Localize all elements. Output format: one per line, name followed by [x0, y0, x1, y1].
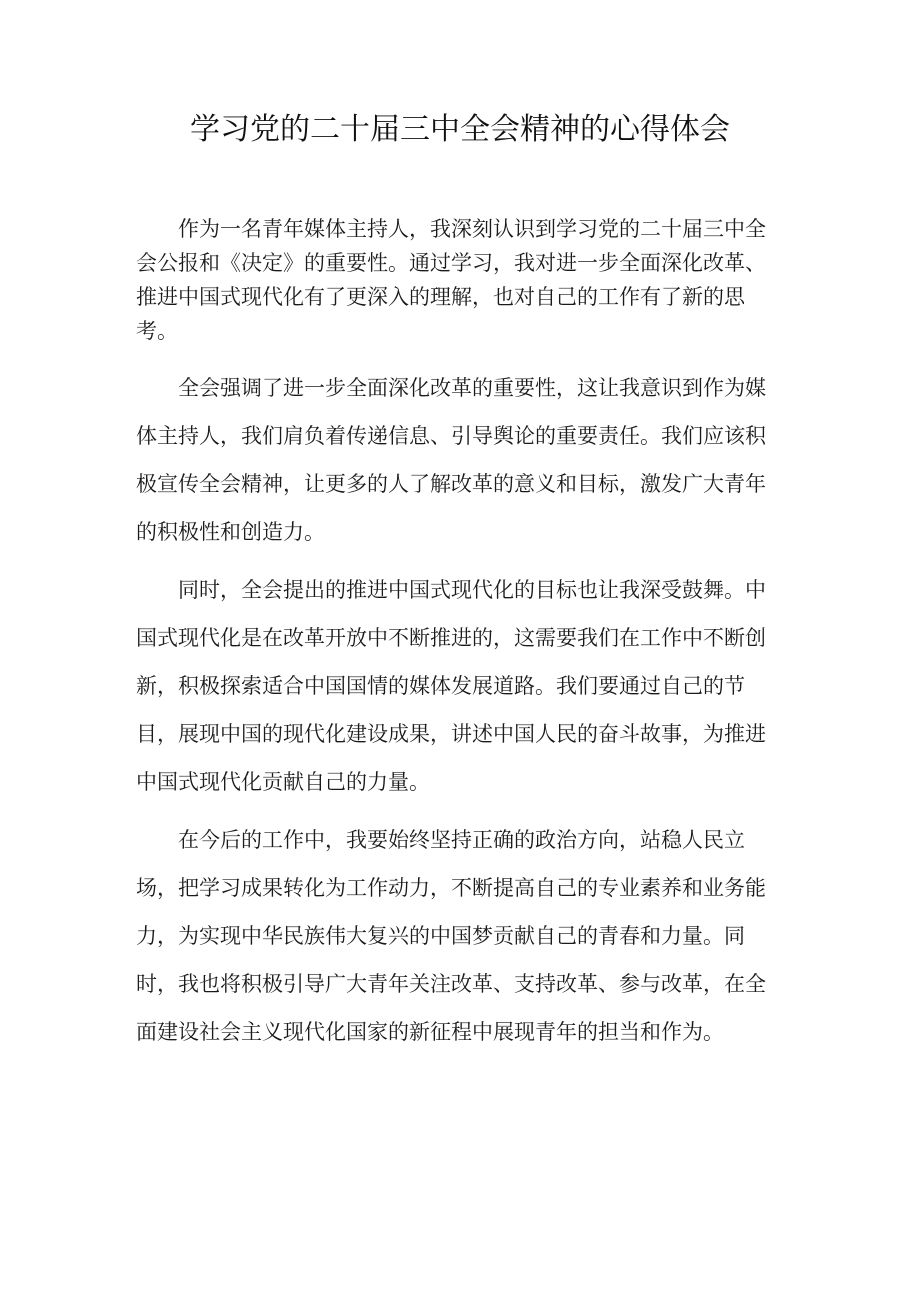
- paragraph-3: 同时，全会提出的推进中国式现代化的目标也让我深受鼓舞。中国式现代化是在改革开放中不断推进的，这需要我们在工作中不断创新，积极探索适合中国国情的媒体发展道路。我们要通过自己的节目，展现中国的现代化建设成果，讲述中国人民的奋斗故事，为推进中国式现代化贡献自己的力量。: [136, 578, 766, 794]
- document-body: [136, 212, 786, 1056]
- paragraph-2: 全会强调了进一步全面深化改革的重要性，这让我意识到作为媒体主持人，我们肩负着传递信息、引导舆论的重要责任。我们应该积极宣传全会精神，让更多的人了解改革的意义和目标，激发广大青年的积极性和创造力。: [136, 376, 766, 544]
- document-title: 学习党的二十届三中全会精神的心得体会: [190, 112, 730, 147]
- paragraph-4: 在今后的工作中，我要始终坚持正确的政治方向，站稳人民立场，把学习成果转化为工作动力，不断提高自己的专业素养和业务能力，为实现中华民族伟大复兴的中国梦贡献自己的青春和力量。同时，我也将积极引导广大青年关注改革、支持改革、参与改革，在全面建设社会主义现代化国家的新征程中展现青年的担当和作为。: [136, 828, 766, 1044]
- paragraph-1: 作为一名青年媒体主持人，我深刻认识到学习党的二十届三中全会公报和《决定》的重要性。通过学习，我对进一步全面深化改革、推进中国式现代化有了更深入的理解，也对自己的工作有了新的思考。: [136, 217, 766, 343]
